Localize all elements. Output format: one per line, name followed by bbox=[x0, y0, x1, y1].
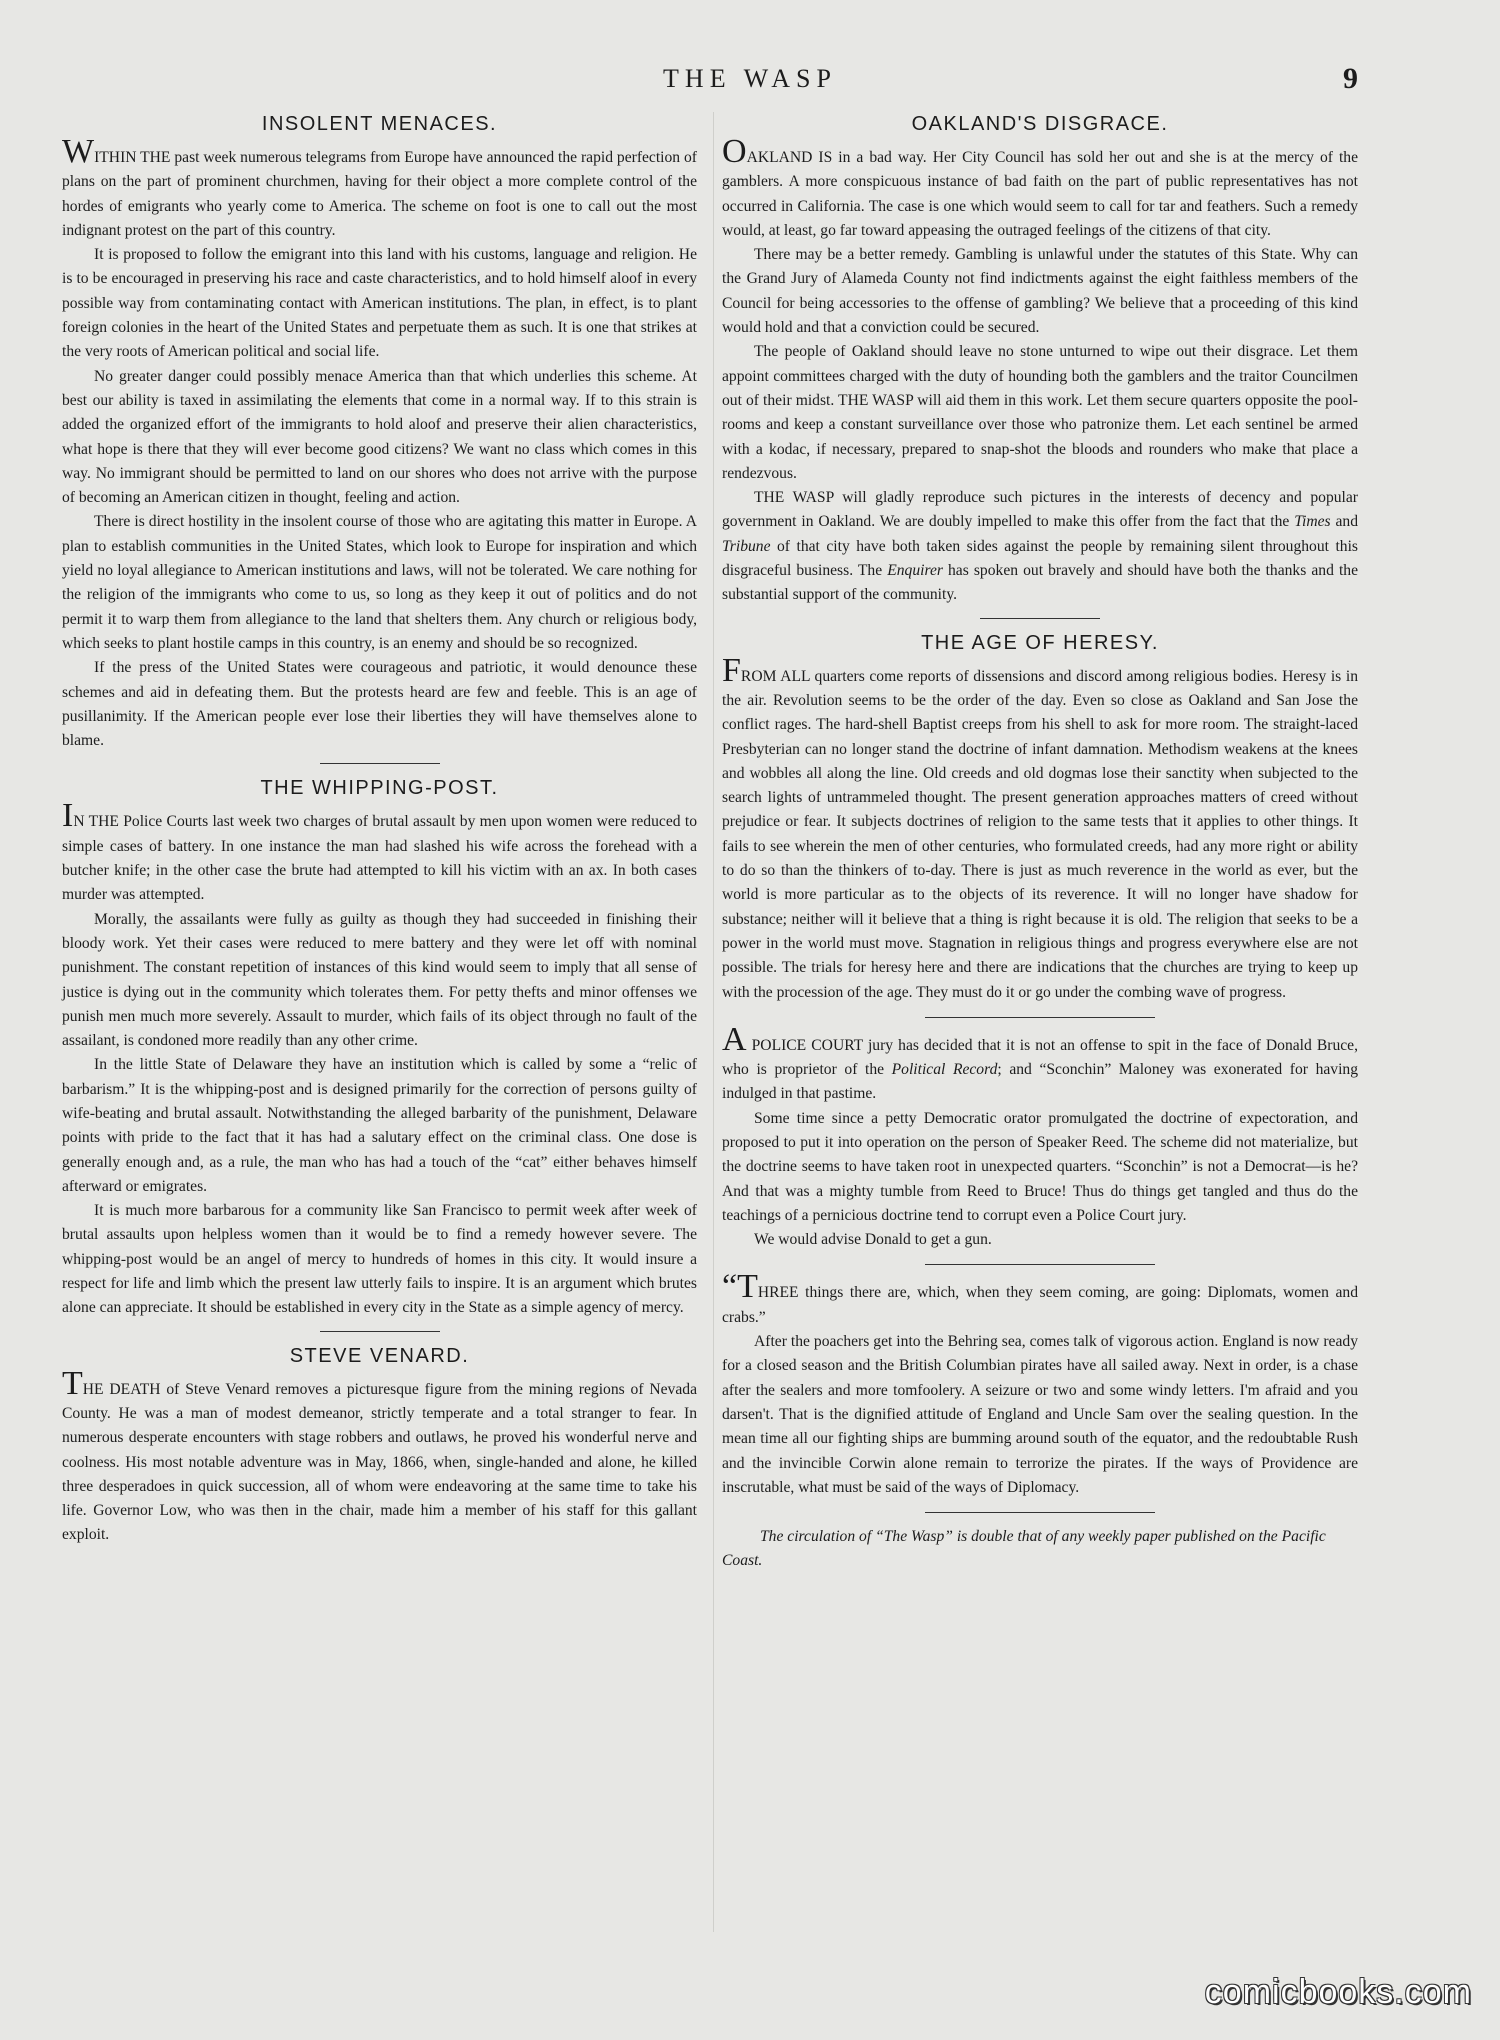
article-paragraph: It is proposed to follow the emigrant into this land with his customs, language and religion. He is to be encouraged in preserving his race and caste characteristics, and to hold himself aloof in every possible way from contaminating contact with American institutions. The plan, in effect, is to plant foreign colonies in the heart of the United States and perpetuate them as such. It is one that strikes at the very roots of American political and social life. bbox=[62, 246, 697, 361]
article-title-oaklands-disgrace: OAKLAND'S DISGRACE. bbox=[911, 113, 1169, 135]
item-divider bbox=[925, 1017, 1155, 1018]
column-gutter bbox=[713, 112, 714, 1932]
article-paragraph: It is much more barbarous for a community like San Francisco to permit week after week of brutal assaults upon helpless women than it would be to find a remedy however severe. The whipping-post would be an angel of mercy to hundreds of homes in this city. It would insure a respect for life and limb which the present law utterly fails to inspire. It is an argument which brutes alone can appreciate. It should be established in every city in the State as a simple agency of mercy. bbox=[62, 1202, 697, 1317]
article-title-age-of-heresy: THE AGE OF HERESY. bbox=[921, 631, 1159, 654]
left-column bbox=[62, 112, 697, 1548]
article-paragraph: There is direct hostility in the insolent course of those who are agitating this matter in Europe. A plan to establish communities in the United States, which look to Europe for inspiration and which yield no loyal allegiance to American institutions and laws, will not be tolerated. We care nothing for the religion of the immigrants who come to us, so long as they keep it out of politics and do not permit it to warp them from allegiance to the land that shelters them. Any church or religious body, which seeks to plant hostile camps in this country, is an enemy and should be so recognized. bbox=[62, 513, 697, 652]
article-paragraph: The people of Oakland should leave no stone unturned to wipe out their disgrace. Let them appoint committees charged with the duty of hounding both the gamblers and the traitor Councilmen out of their midst. THE WASP will aid them in this work. Let them secure quarters opposite the pool-rooms and keep a constant surveillance over those who patronize them. Let each sentinel be armed with a kodac, if necessary, prepared to snap-shot the bloods and rounders who make that place a rendezvous. bbox=[722, 343, 1358, 482]
article-paragraph: FROM ALL quarters come reports of dissensions and discord among religious bodies. Heresy is in the air. Revolution seems to be the order of the day. Even so close as Oakland and San Jose the conflict rages. The hard-shell Baptist creeps from his shell to ask for more room. The straight-laced Presbyterian can no longer stand the doctrine of infant damnation. Methodism weakens at the knees and wobbles all along the line. Old creeds and old dogmas lose their sanctity when subjected to the search lights of untrammeled thought. The present generation approaches matters of creed without prejudice or fear. It subjects doctrines of religion to the same tests that it applies to other things. It fails to see wherein the men of other centuries, who formulated creeds, had any more right or ability to do so than the thinkers of to-day. There is just as much reverence in the world as ever, but the world is more particular as to the objects of its reverence. It will no longer have shadow for substance; neither will it believe that a thing is right because it is old. The religion that seeks to be a power in the world must move. Stagnation in religious things and progress everywhere else are not possible. The trials for heresy here and there are indications that the churches are trying to keep up with the procession of the age. They must do it or go under the combing wave of progress. bbox=[722, 651, 1358, 1001]
text-run: and bbox=[1330, 513, 1358, 531]
text-run: THE WASP will gladly reproduce such pictures in the interests of decency and popular government in Oakland. We are doubly impelled to make this offer from the fact that the bbox=[722, 489, 1358, 531]
section-divider bbox=[980, 618, 1100, 619]
newspaper-name: Tribune bbox=[722, 537, 771, 555]
article-paragraph: OAKLAND IS in a bad way. Her City Council has sold her out and she is at the mercy of the gamblers. A more conspicuous instance of bad faith on the part of public representatives has not occurred in California. The case is one which would seem to call for tar and feathers. Such a remedy would, at least, go far toward appeasing the outraged feelings of the citizens of that city. bbox=[722, 133, 1358, 239]
newspaper-name: Enquirer bbox=[887, 562, 943, 580]
section-divider bbox=[320, 1331, 440, 1332]
section-divider bbox=[320, 763, 440, 764]
article-paragraph: WITHIN THE past week numerous telegrams from Europe have announced the rapid perfection of plans on the part of prominent churchmen, having for their object a more complete control of the hordes of emigrants who yearly come to America. The scheme on foot is one to call out the most indignant protest on the part of this country. bbox=[62, 133, 697, 239]
article-paragraph: Morally, the assailants were fully as guilty as though they had succeeded in finishing their bloody work. Yet their cases were reduced to mere battery and they were let off with nominal punishment. The constant repetition of instances of this kind would seem to imply that all sense of justice is dying out in the community which tolerates them. For petty thefts and minor offenses we punish men much more severely. Assault to murder, which fails of its object through no fault of the assailant, is condoned more readily than any other crime. bbox=[62, 910, 697, 1050]
newspaper-name: Political Record bbox=[891, 1061, 998, 1079]
article-paragraph: THE DEATH of Steve Venard removes a picturesque figure from the mining regions of Nevada County. He was a man of modest demeanor, strictly temperate and a total stranger to fear. In numerous desperate encounters with stage robbers and outlaws, he proved his wonderful nerve and coolness. His most notable adventure was in May, 1866, when, single-handed and alone, he killed three desperadoes in quick succession, all of whom were endeavoring at the same time to take his life. Governor Low, who was then in the chair, made him a member of his staff for this gallant exploit. bbox=[62, 1364, 697, 1544]
article-title-steve-venard: STEVE VENARD. bbox=[289, 1344, 470, 1367]
circulation-note: The circulation of “The Wasp” is double that of any weekly paper published on the Pacific Coast. bbox=[722, 1528, 1326, 1570]
article-paragraph: There may be a better remedy. Gambling is unlawful under the statutes of this State. Why can the Grand Jury of Alameda County not find indictments against the eight faithless members of the Council for being accessories to the offense of gambling? We believe that a proceeding of this kind would hold and that a conviction could be secured. bbox=[722, 246, 1358, 337]
text-run: A POLICE COURT jury has decided that it is not an offense to spit in the face of Donald Bruce, who is proprietor of the bbox=[722, 1020, 1358, 1079]
article-paragraph: In the little State of Delaware they have an institution which is called by some a “relic of barbarism.” It is the whipping-post and is designed primarily for the correction of persons guilty of wife-beating and brutal assault. Notwithstanding the alleged barbarity of the punishment, Delaware points with pride to the fact that it has had a salutary effect on the criminal class. One dose is generally enough and, as a rule, the man who has had a touch of the “cat” either behaves himself afterward or emigrates. bbox=[62, 1056, 697, 1195]
article-title-insolent-menaces: INSOLENT MENACES. bbox=[261, 113, 498, 135]
article-paragraph: We would advise Donald to get a gun. bbox=[754, 1231, 992, 1249]
item-divider bbox=[925, 1264, 1155, 1265]
newspaper-name: Times bbox=[1294, 513, 1331, 531]
article-paragraph: “THREE things there are, which, when they seem coming, are going: Diplomats, women and crabs.” bbox=[722, 1268, 1358, 1326]
text-run: has spoken out bravely and should have both the thanks and the substantial support of the community. bbox=[722, 562, 1358, 604]
article-paragraph: Some time since a petty Democratic orator promulgated the doctrine of expectoration, and proposed to put it into operation on the person of Speaker Reed. The scheme did not materialize, but the doctrine seems to have taken root in unexpected quarters. “Sconchin” is not a Democrat—is he? And that was a mighty tumble from Reed to Bruce! Thus do things get tangled and thus do the teachings of a pernicious doctrine tend to corrupt even a Police Court jury. bbox=[722, 1109, 1358, 1224]
article-paragraph bbox=[722, 486, 1358, 607]
article-paragraph bbox=[722, 1020, 1359, 1107]
article-paragraph: No greater danger could possibly menace America than that which underlies this scheme. At best our ability is taxed in assimilating the elements that come in a normal way. If to this strain is added the organized effort of the immigrants to hold aloof and preserve their alien characteristics, what hope is there that they will ever become good citizens? We want no class which comes in this way. No immigrant should be permitted to land on our shores who does not arrive with the purpose of becoming an American citizen in thought, feeling and action. bbox=[62, 367, 697, 507]
text-run: of that city have both taken sides against the people by remaining silent throughout this disgraceful business. The bbox=[722, 537, 1358, 580]
article-paragraph: After the poachers get into the Behring sea, comes talk of vigorous action. England is now ready for a closed season and the British Columbian pirates have all sailed away. Next in order, is a chase after the sealers and more tomfoolery. A seizure or two and some windy letters. I'm afraid and you darsen't. That is the dignified attitude of England and Uncle Sam over the sealing question. In the mean time all our fighting ships are bumming around south of the equator, and the redoubtable Rush and the invincible Corwin alone remain to terrorize the pirates. If the ways of Providence are inscrutable, what must be said of the ways of Diplomacy. bbox=[722, 1333, 1358, 1496]
article-title-whipping-post: THE WHIPPING-POST. bbox=[260, 777, 499, 800]
right-column bbox=[722, 112, 1358, 1574]
text-run: ; and “Sconchin” Maloney was exonerated for having indulged in that pastime. bbox=[722, 1061, 1359, 1103]
article-paragraph: If the press of the United States were courageous and patriotic, it would denounce these schemes and aid in defeating them. But the protests heard are few and feeble. This is an age of pusillanimity. If the American people ever lose their liberties they will have themselves alone to blame. bbox=[62, 659, 697, 750]
page-number: 9 bbox=[1343, 62, 1358, 95]
article-paragraph: IN THE Police Courts last week two charges of brutal assault by men upon women were reduced to simple cases of battery. In one instance the man had slashed his wife across the forehead with a butcher knife; in the other case the brute had attempted to kill his victim with an ax. In both cases murder was attempted. bbox=[62, 797, 697, 904]
watermark-logo: comicbooks.com bbox=[1204, 1973, 1472, 2011]
masthead: THE WASP bbox=[663, 64, 837, 93]
item-divider bbox=[925, 1512, 1155, 1513]
